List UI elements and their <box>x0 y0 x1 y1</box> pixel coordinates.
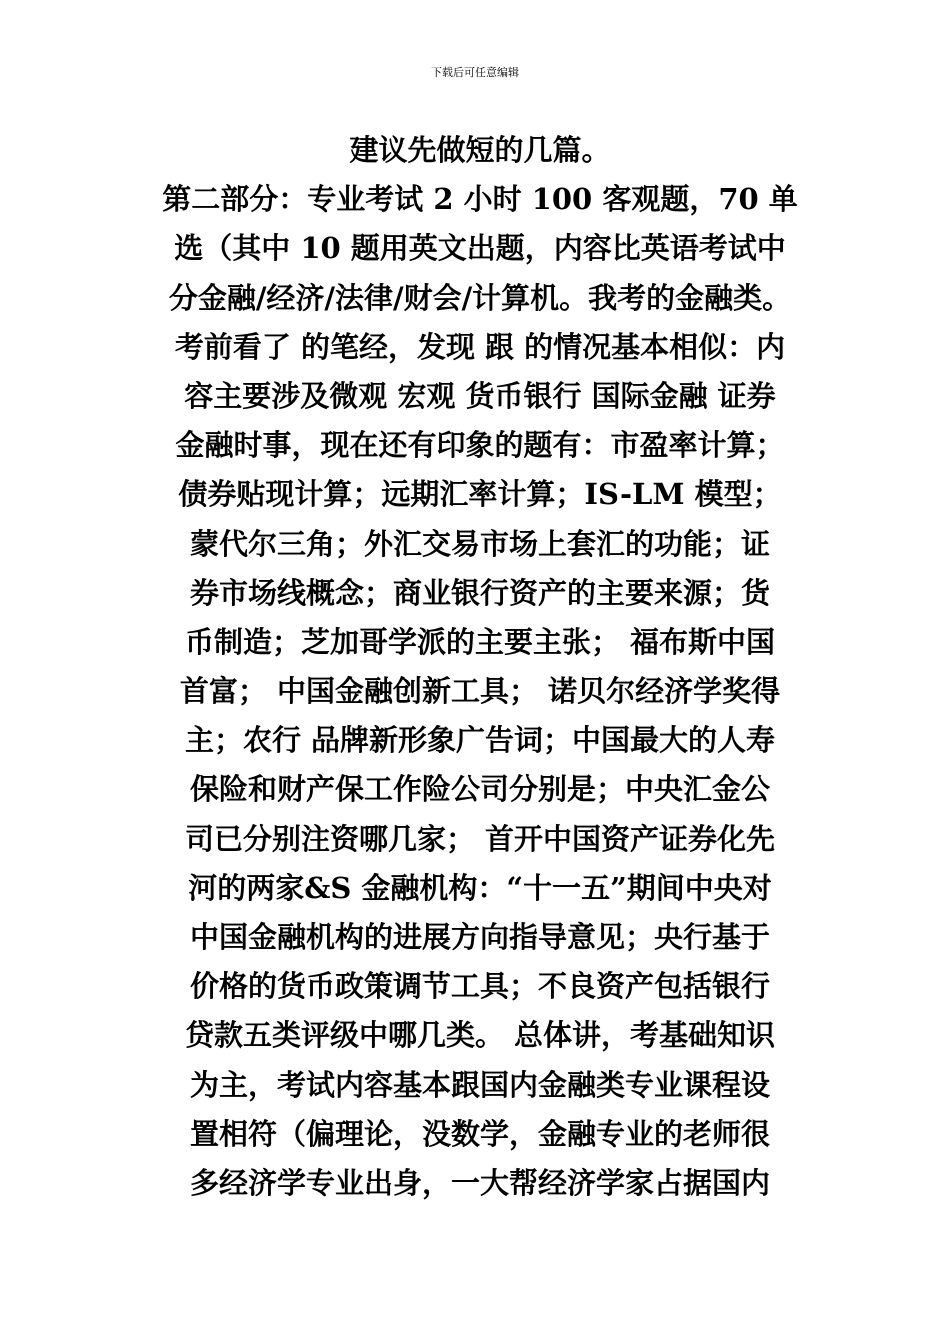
text-line: 河的两家&S 金融机构：“十一五”期间中央对 <box>188 870 772 905</box>
text-line: 分金融/经济/法律/财会/计算机。我考的金融类。 <box>168 280 792 315</box>
text-line: 贷款五类评级中哪几类。 总体讲，考基础知识 <box>184 1018 776 1053</box>
text-line: 容主要涉及微观 宏观 货币银行 国际金融 证券 <box>184 378 776 413</box>
text-line: 考前看了 的笔经，发现 跟 的情况基本相似：内 <box>174 329 786 364</box>
text-line: 置相符（偏理论，没数学，金融专业的老师很 <box>189 1116 770 1151</box>
text-line: 保险和财产保工作险公司分别是；中央汇金公 <box>189 772 770 807</box>
text-line: 司已分别注资哪几家； 首开中国资产证券化先 <box>184 821 776 856</box>
text-line: 第二部分：专业考试 2 小时 100 客观题，70 单 <box>162 182 798 217</box>
text-line: 价格的货币政策调节工具；不良资产包括银行 <box>189 969 770 1004</box>
text-line: 金融时事，现在还有印象的题有：市盈率计算； <box>175 428 785 463</box>
text-line: 债券贴现计算；远期汇率计算；IS-LM 模型； <box>178 477 782 512</box>
text-line: 首富； 中国金融创新工具； 诺贝尔经济学奖得 <box>179 674 781 709</box>
text-line: 多经济学专业出身，一大帮经济学家占据国内 <box>189 1165 770 1200</box>
text-line: 蒙代尔三角；外汇交易市场上套汇的功能；证 <box>189 526 770 561</box>
text-line: 选（其中 10 题用英文出题，内容比英语考试中 <box>174 231 786 266</box>
text-line: 建议先做短的几篇。 <box>349 133 611 167</box>
text-line: 中国金融机构的进展方向指导意见；央行基于 <box>189 920 770 954</box>
text-line: 为主，考试内容基本跟国内金融类专业课程设 <box>189 1067 770 1102</box>
text-line: 主；农行 品牌新形象广告词；中国最大的人寿 <box>184 723 776 758</box>
text-line: 券市场线概念；商业银行资产的主要来源；货 <box>189 575 770 610</box>
text-line: 币制造；芝加哥学派的主要主张； 福布斯中国 <box>184 624 776 659</box>
document-body <box>140 126 820 1208</box>
page-header: 下载后可任意编辑 <box>431 66 519 79</box>
